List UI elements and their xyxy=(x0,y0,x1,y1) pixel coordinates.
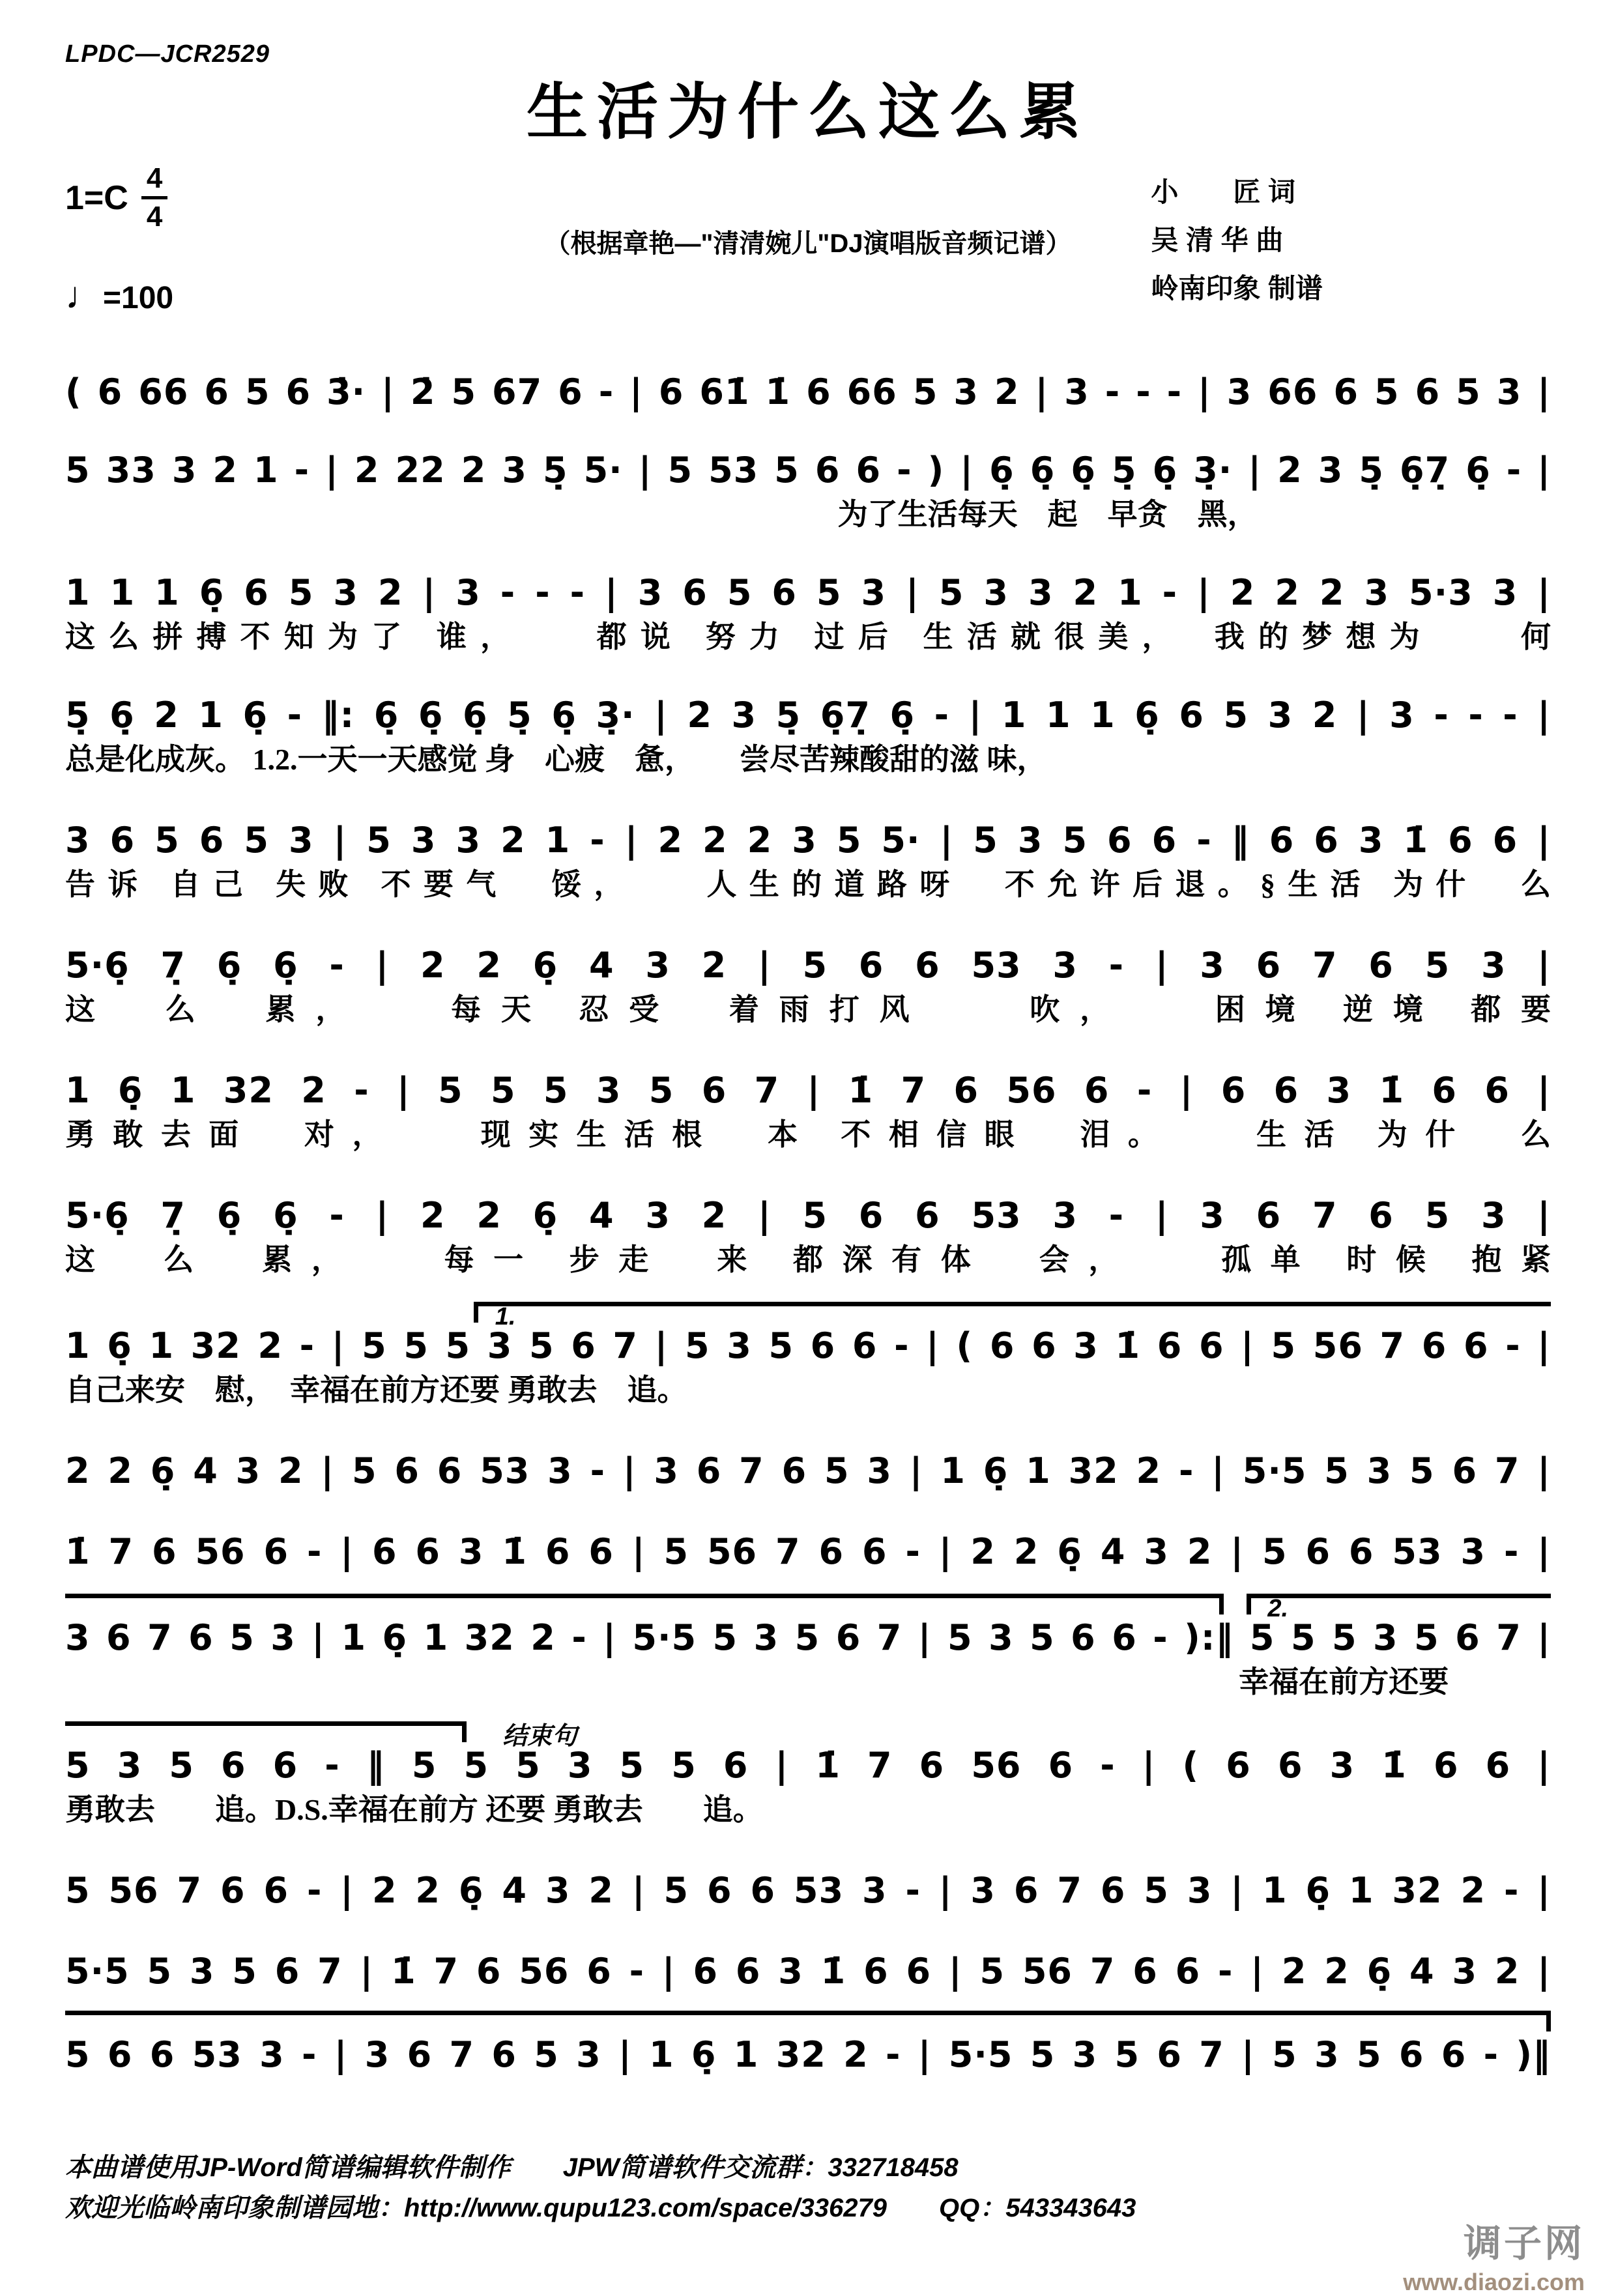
notation-line: 5·6̣ 7̣ 6̣ 6̣ - | 2 2 6̣ 4 3 2 | 5 6 6 53 3 - | 3 6 7 6 5 3 | xyxy=(65,1195,1551,1236)
time-numerator: 4 xyxy=(146,162,163,194)
volta-bracket-line xyxy=(65,2011,1551,2015)
footer-notes xyxy=(65,2147,1136,2228)
system-5 xyxy=(65,820,1551,903)
credit-lyricist: 小 匠 词 xyxy=(1151,177,1295,207)
lyrics-line: 勇敢去面 对， 现实生活根 本 不相信眼 泪。 生活 为什 么 xyxy=(65,1118,1551,1151)
source-note: （根据章艳—"清清婉儿"DJ演唱版音频记谱） xyxy=(544,229,1072,258)
credits xyxy=(1151,168,1323,313)
system-9 xyxy=(65,1297,1551,1409)
notation-line: 5·5 5 3 5 6 7 | 1̇ 7 6 56 6 - | 6 6 3 1̇ 6 6 | 5 56 7 6 6 - | 2 2 6̣ 4 3 2 | xyxy=(65,1951,1551,1992)
system-3 xyxy=(65,572,1551,655)
site-watermark xyxy=(1403,2213,1585,2296)
volta-label: 结束句 xyxy=(502,1723,577,1750)
notation-line: 5 56 7 6 6 - | 2 2 6̣ 4 3 2 | 5 6 6 53 3 - | 3 6 7 6 5 3 | 1 6̣ 1 32 2 - | xyxy=(65,1870,1551,1911)
volta-bracket-tick xyxy=(474,1302,478,1323)
lyrics-line: 告诉 自己 失败 不要气 馁， 人生的道路呀 不允许后退。§生活 为什 么 xyxy=(65,868,1551,901)
volta-bracket-row xyxy=(65,1716,1551,1750)
system-4 xyxy=(65,695,1551,778)
key-signature xyxy=(65,164,167,231)
volta-bracket-line xyxy=(1247,1594,1551,1598)
notation-line: 5 6 6 53 3 - | 3 6 7 6 5 3 | 1 6̣ 1 32 2 - | 5·5 5 3 5 6 7 | 5 3 5 6 6 - )‖ xyxy=(65,2034,1551,2075)
score-header xyxy=(0,0,1616,352)
music-area xyxy=(0,371,1616,2076)
lyrics-line: 自己来安 慰， 幸福在前方还要 勇敢去 追。 xyxy=(65,1373,687,1407)
system-7 xyxy=(65,1070,1551,1153)
song-title: 生活为什么这么累 xyxy=(526,79,1089,147)
lyrics-line: 总是化成灰。 1.2.一天一天感觉 身 心疲 惫， 尝尽苦辣酸甜的滋 味， xyxy=(65,743,1047,776)
notation-line: 5 3 5 6 6 - ‖ 5 5 5 3 5 5 6 | 1̇ 7 6 56 6 - | ( 6 6 3 1̇ 6 6 | xyxy=(65,1745,1551,1786)
system-14 xyxy=(65,1870,1551,1912)
notation-line: 1 6̣ 1 32 2 - | 5 5 5 3 5 6 7 | 1̇ 7 6 56 6 - | 6 6 3 1̇ 6 6 | xyxy=(65,1070,1551,1111)
notation-line: 1 6̣ 1 32 2 - | 5 5 5 3 5 6 7 | 5 3 5 6 6 - | ( 6 6 3 1̇ 6 6 | 5 56 7 6 6 - | xyxy=(65,1325,1551,1366)
lyrics-line: 这 么 累， 每一 步走 来 都深有体 会， 孤单 时候 抱紧 xyxy=(65,1243,1551,1276)
lyrics-line: 这 么 累， 每天 忍受 着雨打风 吹， 困境 逆境 都要 xyxy=(65,993,1551,1026)
system-1 xyxy=(65,371,1551,413)
credit-composer: 吴 清 华 曲 xyxy=(1151,225,1284,255)
volta-bracket-row xyxy=(65,1297,1551,1330)
volta-bracket-tick xyxy=(462,1721,467,1742)
notation-line: 3 6 7 6 5 3 | 1 6̣ 1 32 2 - | 5·5 5 3 5 6 7 | 5 3 5 6 6 - ):‖ 5 5 5 3 5 6 7 | xyxy=(65,1617,1551,1658)
system-2 xyxy=(65,450,1551,533)
system-11 xyxy=(65,1531,1551,1573)
time-denominator: 4 xyxy=(141,196,167,231)
notation-line: 1 1 1 6̣ 6 5 3 2 | 3 - - - | 3 6 5 6 5 3 | 5 3 3 2 1 - | 2 2 2 3 5·3 3 | xyxy=(65,572,1551,613)
volta-bracket-tick xyxy=(1219,1594,1224,1614)
volta-label: 1. xyxy=(495,1303,516,1330)
system-10 xyxy=(65,1450,1551,1492)
notation-line: 1̇ 7 6 56 6 - | 6 6 3 1̇ 6 6 | 5 56 7 6 6 - | 2 2 6̣ 4 3 2 | 5 6 6 53 3 - | xyxy=(65,1531,1551,1572)
volta-bracket-row xyxy=(65,2005,1551,2034)
footer-line-website: 欢迎光临岭南印象制谱园地：http://www.qupu123.com/space/336279 QQ：543343643 xyxy=(65,2194,1136,2222)
tempo-marking xyxy=(65,274,173,317)
credit-transcriber: 岭南印象 制谱 xyxy=(1151,273,1323,304)
lyrics-line: 为了生活每天 起 早贪 黑， xyxy=(837,498,1258,531)
notation-line: 3 6 5 6 5 3 | 5 3 3 2 1 - | 2 2 2 3 5 5· | 5 3 5 6 6 - ‖ 6 6 3 1̇ 6 6 | xyxy=(65,820,1551,861)
lyrics-line: 幸福在前方还要 xyxy=(1239,1665,1449,1699)
volta-bracket-line xyxy=(65,1721,467,1726)
tempo-value: =100 xyxy=(103,281,174,315)
system-6 xyxy=(65,945,1551,1028)
system-16 xyxy=(65,2005,1551,2076)
volta-bracket-line xyxy=(65,1594,1224,1598)
quarter-note-icon: ♩ xyxy=(65,274,103,317)
notation-line: 2 2 6̣ 4 3 2 | 5 6 6 53 3 - | 3 6 7 6 5 3 | 1 6̣ 1 32 2 - | 5·5 5 3 5 6 7 | xyxy=(65,1450,1551,1491)
notation-line: ( 6 66 6 5 6 3̇· | 2̇ 5 67 6 - | 6 61̇ 1̇ 6 66 5 3 2 | 3 - - - | 3 66 6 5 6 5 3 | xyxy=(65,371,1551,412)
volta-bracket-tick xyxy=(1546,2011,1551,2031)
watermark-site-url: www.diaozi.com xyxy=(1403,2269,1585,2295)
lyrics-line: 勇敢去 追。D.S.幸福在前方 还要 勇敢去 追。 xyxy=(65,1793,763,1826)
volta-label: 2. xyxy=(1267,1595,1289,1622)
volta-bracket-line xyxy=(474,1302,1551,1306)
notation-line: 5·6̣ 7̣ 6̣ 6̣ - | 2 2 6̣ 4 3 2 | 5 6 6 53 3 - | 3 6 7 6 5 3 | xyxy=(65,945,1551,986)
system-8 xyxy=(65,1195,1551,1278)
volta-bracket-tick xyxy=(1247,1594,1251,1614)
watermark-site-name: 调子网 xyxy=(1463,2222,1585,2265)
key-prefix: 1=C xyxy=(65,179,128,217)
volta-bracket-row xyxy=(65,1588,1551,1622)
notation-line: 5̣ 6̣ 2 1 6̣ - ‖: 6̣ 6̣ 6̣ 5̣ 6̣ 3̣· | 2 3 5̣ 6̣7̣ 6̣ - | 1 1 1 6̣ 6 5 3 2 | 3 - - - | xyxy=(65,695,1551,736)
system-13 xyxy=(65,1716,1551,1828)
catalog-number: LPDC—JCR2529 xyxy=(65,40,270,68)
footer-line-software: 本曲谱使用JP-Word简谱编辑软件制作 JPW简谱软件交流群：332718458 xyxy=(65,2153,959,2182)
system-15 xyxy=(65,1951,1551,1992)
time-signature xyxy=(141,164,167,231)
system-12 xyxy=(65,1588,1551,1700)
lyrics-line: 这么拼搏不知为了 谁， 都说 努力 过后 生活就很美， 我的梦想为 何 xyxy=(65,620,1551,653)
notation-line: 5 33 3 2 1 - | 2 22 2 3 5̣ 5· | 5 53 5 6 6 - ) | 6̣ 6̣ 6̣ 5̣ 6̣ 3̣· | 2 3 5̣ 6̣7̣ 6̣ - | xyxy=(65,450,1551,491)
